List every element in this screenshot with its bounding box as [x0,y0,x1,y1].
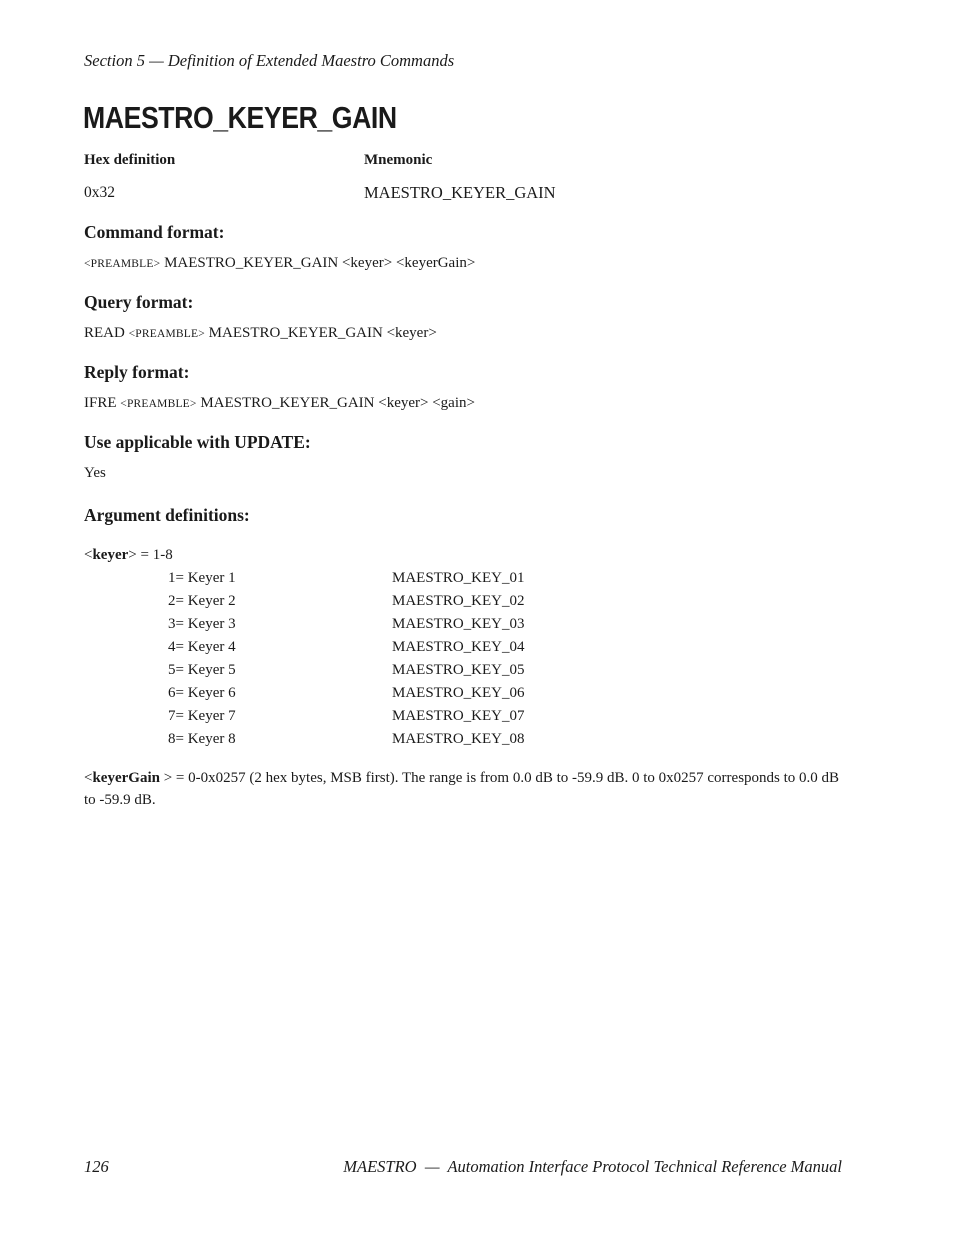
keyer-label: 6= Keyer 6 [168,685,236,701]
query-format-text: MAESTRO_KEYER_GAIN <keyer> [204,325,437,341]
keyer-label: 1= Keyer 1 [168,570,236,586]
gain-open-bracket: < [84,770,93,786]
query-format-heading: Query format: [84,292,194,312]
update-heading: Use applicable with UPDATE: [84,432,311,452]
keyer-mnemonic: MAESTRO_KEY_03 [392,616,525,632]
reply-format-line [84,395,475,412]
reply-prefix: IFRE [84,395,121,411]
keyer-gain-name: keyerGain [92,770,160,786]
page-number: 126 [84,1157,109,1176]
keyer-mnemonic: MAESTRO_KEY_05 [392,662,525,678]
reply-format-text: MAESTRO_KEYER_GAIN <keyer> <gain> [196,395,475,411]
keyer-name: keyer [92,547,129,563]
keyer-mnemonic: MAESTRO_KEY_08 [392,731,525,747]
preamble-token: <PREAMBLE> [84,258,161,270]
footer-manual-title: MAESTRO — Automation Interface Protocol Technical Reference Manual [343,1157,842,1176]
keyer-label: 4= Keyer 4 [168,639,236,655]
keyer-mnemonic: MAESTRO_KEY_06 [392,685,525,701]
preamble-token: <PREAMBLE> [120,398,197,410]
mnemonic-value: MAESTRO_KEYER_GAIN [364,183,556,202]
keyer-open-bracket: < [84,547,93,563]
command-format-line [84,255,475,272]
keyer-mnemonic: MAESTRO_KEY_04 [392,639,525,655]
mnemonic-label: Mnemonic [364,152,433,168]
keyer-mnemonic: MAESTRO_KEY_07 [392,708,525,724]
hex-value: 0x32 [84,184,115,201]
keyer-label: 5= Keyer 5 [168,662,236,678]
keyer-label: 3= Keyer 3 [168,616,236,632]
reply-format-heading: Reply format: [84,362,190,382]
query-prefix: READ [84,325,129,341]
query-format-line [84,325,437,342]
keyer-mnemonic: MAESTRO_KEY_02 [392,593,525,609]
keyer-range: > = 1-8 [128,547,173,563]
update-value: Yes [84,465,106,481]
preamble-token: <PREAMBLE> [128,328,205,340]
keyer-label: 7= Keyer 7 [168,708,236,724]
command-format-text: MAESTRO_KEYER_GAIN <keyer> <keyerGain> [160,255,476,271]
keyer-gain-definition [84,767,844,811]
page-title: MAESTRO_KEYER_GAIN [83,100,397,135]
argument-definitions-heading: Argument definitions: [84,505,250,525]
keyer-mnemonic: MAESTRO_KEY_01 [392,570,525,586]
section-header: Section 5 — Definition of Extended Maestro Commands [84,51,455,70]
keyer-label: 2= Keyer 2 [168,593,236,609]
keyer-argument [84,547,173,564]
hex-definition-label: Hex definition [84,152,176,168]
keyer-label: 8= Keyer 8 [168,731,236,747]
keyer-gain-description: > = 0-0x0257 (2 hex bytes, MSB first). The range is from 0.0 dB to -59.9 dB. 0 to 0x0257 corresponds to 0.0 dB to -59.9 dB. [84,770,840,808]
command-format-heading: Command format: [84,222,225,242]
